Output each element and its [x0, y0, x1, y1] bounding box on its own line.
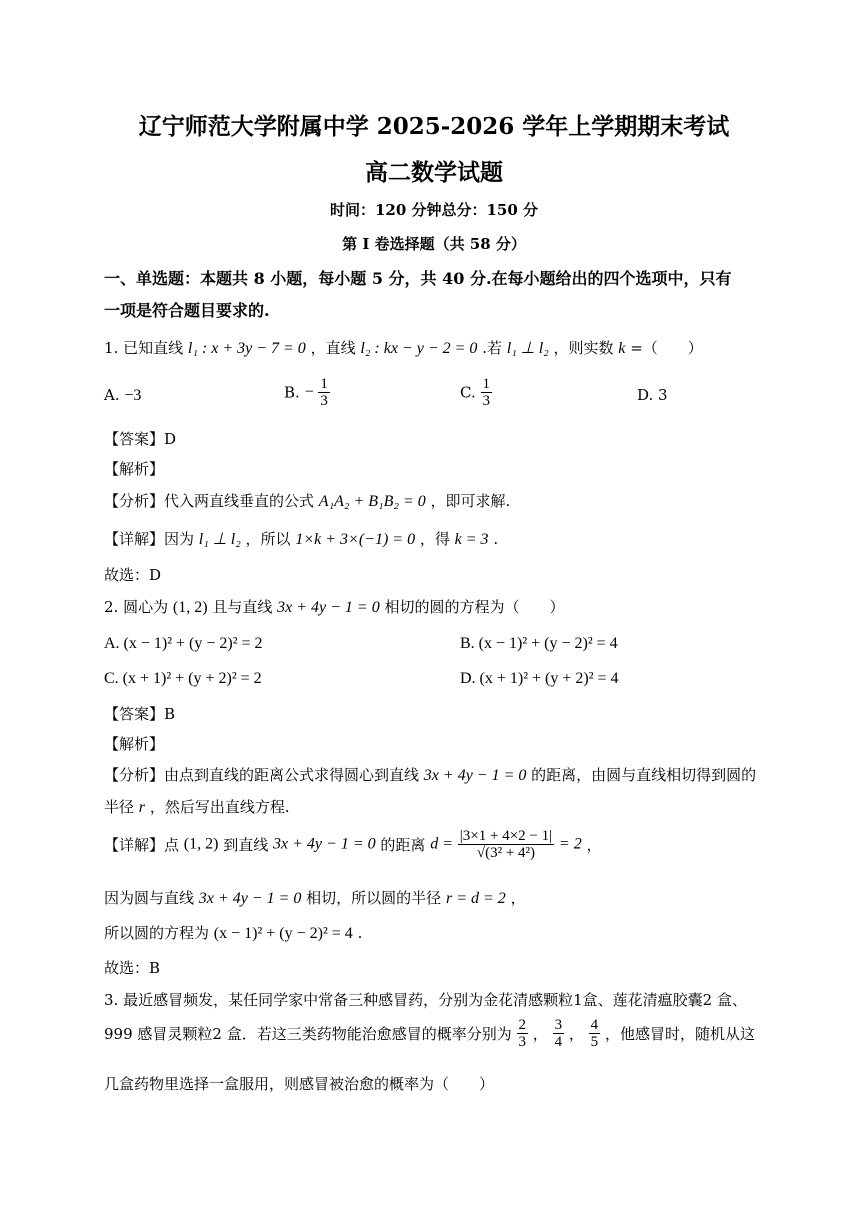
text: 【详解】因为	[104, 530, 195, 548]
q1-k: k	[618, 340, 626, 357]
text: 半径	[104, 798, 135, 816]
q1-stem-text: .若	[482, 339, 502, 357]
q2-option-c: C. (x + 1)² + (y + 2)² = 2	[104, 670, 262, 687]
q1-option-c	[460, 376, 492, 409]
text: ，	[510, 889, 526, 907]
formula: (1, 2)	[183, 835, 219, 853]
fraction	[517, 1017, 529, 1050]
q2-fenxi-line2	[104, 796, 290, 817]
q2-option-b: B. (x − 1)² + (y − 2)² = 4	[460, 635, 618, 652]
fraction	[589, 1017, 601, 1050]
text: 且与直线	[212, 598, 273, 616]
q1-option-b	[284, 376, 330, 409]
numerator: |3×1 + 4×2 − 1|	[459, 828, 553, 844]
q1-stem	[104, 337, 703, 358]
formula: l₁ ⊥ l₂	[198, 531, 241, 548]
text: ，所以	[245, 530, 291, 548]
text: 的距离	[380, 836, 426, 854]
q1-xiangjie	[104, 528, 498, 549]
q1-line1-eq: l₁ : x + 3y − 7 = 0	[187, 340, 306, 357]
text: ，然后写出直线方程.	[149, 798, 290, 816]
q2-option-a: A. (x − 1)² + (y − 2)² = 2	[104, 635, 263, 652]
numerator: 1	[320, 376, 328, 392]
numerator: 4	[590, 1017, 599, 1033]
section-heading-line1: 一、单选题：本题共 8 小题，每小题 5 分，共 40 分.在每小题给出的四个选项中，只有	[104, 269, 732, 288]
q2-analysis: 【解析】	[104, 735, 165, 753]
denominator: 3	[518, 1034, 526, 1050]
q1-option-d: D. 3	[637, 386, 668, 404]
separator: ，	[568, 1025, 584, 1043]
formula: 3x + 4y − 1 = 0	[423, 767, 527, 784]
q1-fenxi	[104, 490, 510, 511]
q1-stem-text: ，则实数	[553, 339, 614, 357]
numerator: 1	[482, 376, 490, 392]
numerator: 2	[518, 1017, 526, 1033]
q2-option-d: D. (x + 1)² + (y + 2)² = 4	[460, 670, 619, 687]
formula: r = d = 2	[445, 890, 506, 907]
q3-line1: 3. 最近感冒频发，某任同学家中常备三种感冒药，分别为金花清感颗粒1盒、莲花清瘟胶囊2 盒、	[104, 991, 747, 1009]
text: ，	[586, 836, 602, 854]
q1-line2-eq: l₂ : kx − y − 2 = 0	[360, 340, 478, 357]
exam-subtitle: 高二数学试题	[365, 159, 503, 186]
text: .	[493, 530, 499, 548]
denominator: 3	[320, 393, 328, 409]
q1-stem-text: 1. 已知直线	[104, 339, 184, 357]
text: 所以圆的方程为	[104, 924, 210, 942]
q2-stem	[104, 596, 565, 617]
q1-stem-text: =（ ）	[630, 339, 703, 357]
formula: r	[138, 799, 146, 816]
q1-perp: l₁ ⊥ l₂	[506, 340, 549, 357]
text: ，即可求解.	[430, 492, 511, 510]
q1-stem-text: ，直线	[310, 339, 356, 357]
q2-fenxi-line1	[104, 764, 756, 785]
text: 相切的圆的方程为（ ）	[384, 598, 565, 616]
text: ，得	[419, 530, 450, 548]
formula: 3x + 4y − 1 = 0	[277, 599, 380, 616]
q3-line3: 几盒药物里选择一盒服用，则感冒被治愈的概率为（ ）	[104, 1075, 495, 1093]
q1-choose: 故选：D	[104, 566, 162, 584]
text: 相切，所以圆的半径	[306, 889, 442, 907]
formula: = 2	[558, 835, 582, 853]
q1-analysis: 【解析】	[104, 460, 165, 478]
q2-xiangjie-line2	[104, 887, 526, 908]
option-value: −3	[124, 387, 142, 404]
option-label: C.	[460, 383, 476, 402]
numerator: 3	[554, 1017, 563, 1033]
option-label: B.	[284, 383, 300, 402]
text: 因为圆与直线	[104, 889, 195, 907]
distance-fraction	[458, 828, 554, 861]
q2-xiangjie-line3	[104, 922, 362, 943]
formula: 3x + 4y − 1 = 0	[198, 890, 302, 907]
formula: 1×k + 3×(−1) = 0	[295, 531, 416, 548]
text: .	[357, 924, 363, 942]
denominator: 5	[590, 1034, 599, 1050]
text: 2. 圆心为	[104, 598, 169, 616]
time-info: 时间：120 分钟总分：150 分	[329, 201, 539, 219]
q2-xiangjie-line1	[104, 828, 602, 861]
fraction	[553, 1017, 565, 1050]
formula: (1, 2)	[172, 599, 208, 616]
formula: 3x + 4y − 1 = 0	[273, 835, 376, 853]
formula: A₁A₂ + B₁B₂ = 0	[318, 493, 426, 510]
text: 【分析】代入两直线垂直的公式	[104, 492, 315, 510]
q3-line2	[104, 1017, 755, 1050]
formula: d =	[430, 835, 453, 853]
text: 【详解】点	[104, 836, 180, 854]
text: ，他感冒时，随机从这	[604, 1025, 755, 1043]
separator: ，	[532, 1025, 548, 1043]
fraction	[481, 376, 493, 409]
q1-answer: 【答案】D	[104, 430, 177, 448]
q1-option-a	[104, 386, 141, 405]
fraction	[318, 376, 330, 409]
formula: k = 3	[454, 531, 489, 548]
text: 的距离，由圆与直线相切得到圆的	[531, 766, 757, 784]
exam-title: 辽宁师范大学附属中学 2025-2026 学年上学期期末考试	[138, 113, 730, 140]
minus-sign: −	[304, 383, 314, 401]
text: 到直线	[223, 836, 269, 854]
formula: (x − 1)² + (y − 2)² = 4	[213, 925, 353, 942]
denominator: √(3² + 4²)	[476, 845, 536, 861]
q2-answer: 【答案】B	[104, 705, 176, 723]
part-heading: 第 I 卷选择题（共 58 分）	[342, 235, 526, 253]
option-label: A.	[104, 386, 120, 404]
section-heading-line2: 一项是符合题目要求的.	[104, 301, 270, 320]
denominator: 3	[482, 393, 490, 409]
q2-choose: 故选：B	[104, 959, 161, 977]
text: 【分析】由点到直线的距离公式求得圆心到直线	[104, 766, 420, 784]
denominator: 4	[554, 1034, 563, 1050]
text: 999 感冒灵颗粒2 盒．若这三类药物能治愈感冒的概率分别为	[104, 1025, 512, 1043]
